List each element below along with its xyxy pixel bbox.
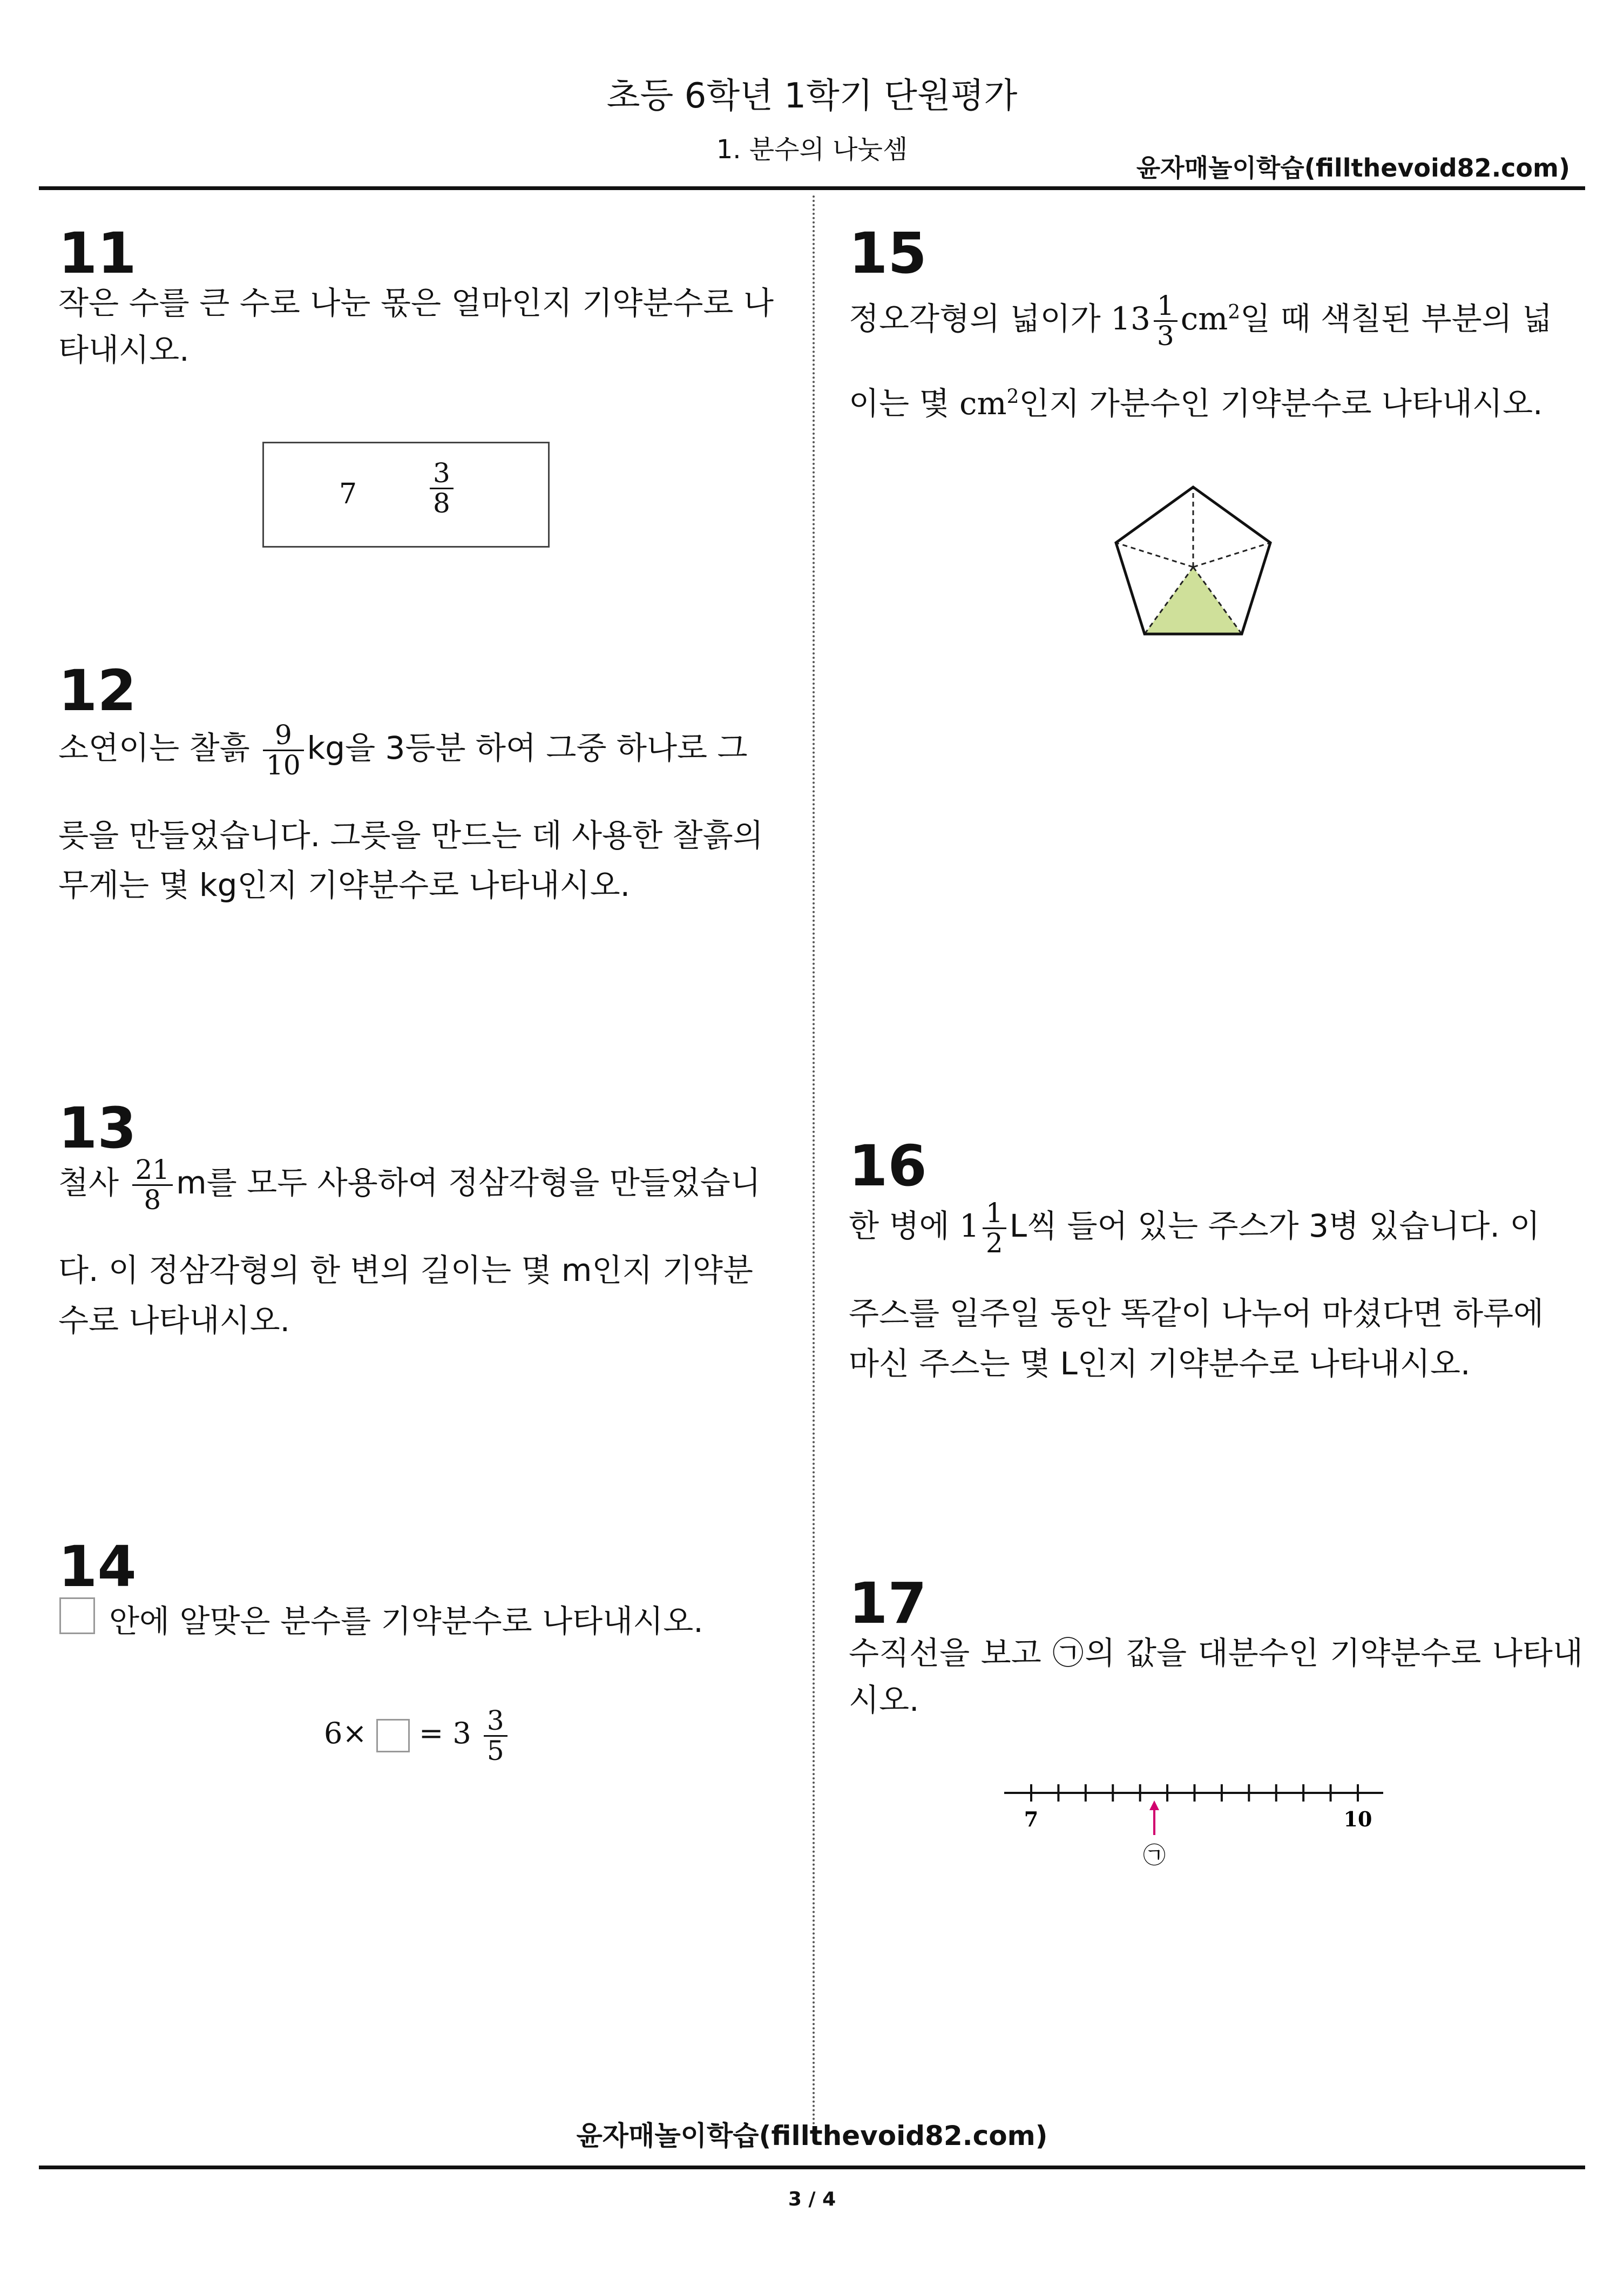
question-13-text-a: 철사: [58, 1164, 119, 1202]
equation-left: 6×: [324, 1716, 367, 1750]
number-line-start-label: 7: [1024, 1807, 1039, 1831]
question-16-line-2: 주스를 일주일 동안 똑같이 나누어 마셨다면 하루에: [849, 1295, 1544, 1332]
question-number-16: 16: [849, 1133, 927, 1199]
question-16-line-1: [849, 1199, 1540, 1257]
fraction-1-3: [1154, 292, 1178, 350]
question-number-12: 12: [58, 658, 137, 724]
fraction-numerator: 3: [486, 1705, 504, 1736]
question-15-text-d: 인지 가분수인 기약분수로 나타내시오.: [1019, 385, 1543, 422]
fraction-numerator: 9: [274, 719, 292, 751]
unit-subtitle: 1. 분수의 나눗셈: [716, 134, 908, 165]
number-card-fraction: [430, 459, 454, 517]
mixed-number-whole: 1: [959, 1208, 979, 1245]
fraction-denominator: 3: [1156, 320, 1174, 352]
marker-arrow-icon: [1149, 1800, 1159, 1835]
unit-cm: cm: [959, 385, 1007, 422]
marker-label: ㉠: [1142, 1842, 1166, 1868]
brand-header: 윤자매놀이학습(fillthevoid82.com): [1136, 153, 1570, 183]
question-12-text-b: kg을 3등분 하여 그중 하나로 그: [307, 730, 748, 767]
fraction-denominator: 10: [266, 749, 301, 781]
question-number-14: 14: [58, 1534, 137, 1600]
question-15-text-b: 일 때 색칠된 부분의 넓: [1240, 300, 1553, 338]
fraction-denominator: 5: [486, 1735, 504, 1766]
number-card-whole: 7: [339, 478, 357, 510]
unit-superscript: 2: [1006, 386, 1019, 408]
question-12-line-1: [58, 721, 747, 779]
column-divider: [813, 195, 815, 2144]
fraction-9-10: [263, 721, 304, 779]
fraction-numerator: 1: [1156, 290, 1174, 321]
question-13-line-3: 수로 나타내시오.: [58, 1302, 290, 1339]
question-12-text-a: 소연이는 찰흙: [58, 730, 250, 767]
question-13-line-1: [58, 1156, 761, 1214]
question-15-text-c: 이는 몇: [849, 385, 950, 422]
fraction-denominator: 8: [144, 1184, 161, 1216]
equation-mid: = 3: [418, 1716, 471, 1750]
number-line-end-label: 10: [1343, 1807, 1372, 1831]
footer-rule: [39, 2166, 1585, 2169]
page-title: 초등 6학년 1학기 단원평가: [606, 76, 1018, 116]
question-13-text-b: m를 모두 사용하여 정삼각형을 만들었습니: [176, 1164, 761, 1202]
fraction-numerator: 3: [433, 457, 450, 489]
question-17-text: 수직선을 보고 ㉠의 값을 대분수인 기약분수로 나타내시오.: [849, 1635, 1583, 1718]
question-12-line-3: 무게는 몇 kg인지 기약분수로 나타내시오.: [58, 867, 631, 903]
fraction-1-2: [983, 1199, 1006, 1257]
brand-footer: 윤자매놀이학습(fillthevoid82.com): [576, 2120, 1048, 2151]
question-15-line-2: [849, 378, 1543, 423]
mixed-number-whole: 13: [1111, 300, 1151, 338]
pentagon-figure: [1107, 481, 1280, 643]
fraction-denominator: 2: [985, 1227, 1003, 1259]
number-line-figure: [999, 1777, 1398, 1879]
fraction-21-8: [132, 1156, 173, 1214]
fraction-denominator: 8: [433, 487, 450, 519]
equation-blank: [376, 1719, 410, 1752]
question-16-line-3: 마신 주스는 몇 L인지 기약분수로 나타내시오.: [849, 1345, 1471, 1382]
question-13-line-2: 다. 이 정삼각형의 한 변의 길이는 몇 m인지 기약분: [58, 1252, 753, 1289]
unit-superscript: 2: [1228, 301, 1241, 323]
unit-cm: cm: [1180, 300, 1228, 338]
question-15-text-a: 정오각형의 넓이가: [849, 300, 1101, 338]
question-14-equation: [324, 1706, 511, 1765]
question-number-17: 17: [849, 1570, 927, 1636]
fraction-numerator: 1: [985, 1197, 1003, 1229]
question-14-text: 안에 알맞은 분수를 기약분수로 나타내시오.: [109, 1603, 703, 1640]
question-12-line-2: 릇을 만들었습니다. 그릇을 만드는 데 사용한 찰흙의: [58, 817, 763, 854]
fraction-3-5: [484, 1706, 508, 1765]
question-number-13: 13: [58, 1095, 137, 1161]
question-15-line-1: [849, 292, 1552, 350]
question-11-text: 작은 수를 큰 수로 나눈 몫은 얼마인지 기약분수로 나타내시오.: [58, 285, 774, 368]
answer-blank-box: [59, 1597, 95, 1634]
shaded-triangle: [1145, 567, 1242, 634]
question-number-15: 15: [849, 220, 927, 286]
page-number: 3 / 4: [788, 2188, 836, 2210]
number-card-box: [262, 442, 550, 548]
header-rule: [39, 186, 1585, 190]
question-16-text-b: L씩 들어 있는 주스가 3병 있습니다. 이: [1009, 1208, 1540, 1245]
question-number-11: 11: [58, 220, 137, 286]
fraction-numerator: 21: [135, 1154, 170, 1185]
question-16-text-a: 한 병에: [849, 1208, 950, 1245]
